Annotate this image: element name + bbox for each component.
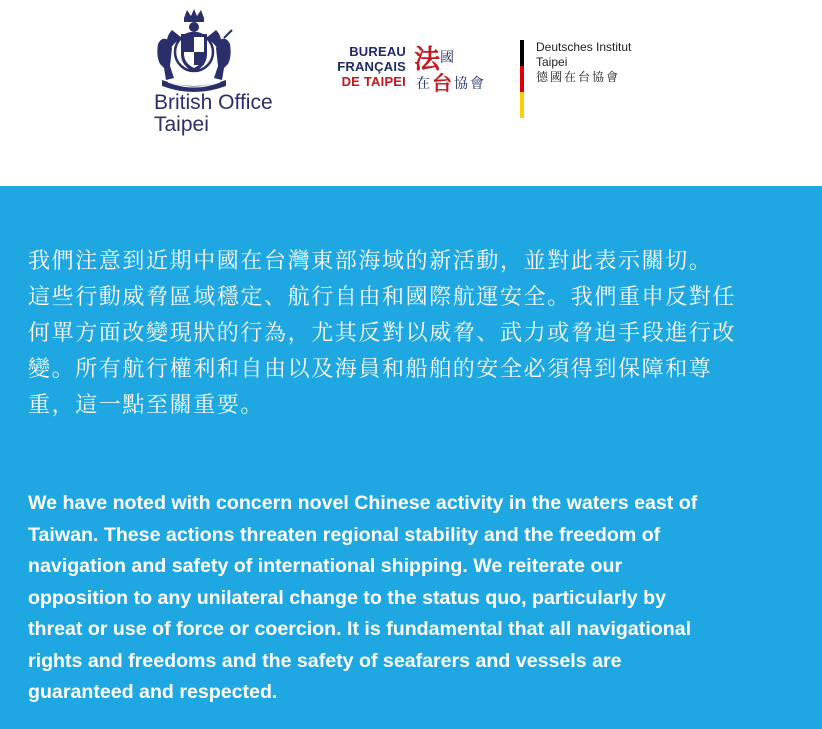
english-statement-line: opposition to any unilateral change to the status quo, particularly by: [28, 586, 666, 609]
chinese-statement-line: 重，這一點至關重要。: [28, 393, 265, 418]
chinese-statement: [28, 244, 808, 424]
bureau-francais-calligraphy-mark: [410, 42, 490, 94]
english-statement-line: guaranteed and respected.: [28, 681, 278, 703]
royal-coat-of-arms-icon: [154, 8, 234, 92]
svg-text:協: 協: [454, 76, 468, 92]
svg-text:台: 台: [432, 71, 452, 94]
deutsches-institut-line3: 德國在台協會: [536, 70, 621, 84]
german-flag-bar-icon: [520, 40, 524, 118]
deutsches-institut-line2: Taipei: [536, 55, 568, 69]
bureau-francais-line2: FRANÇAIS: [337, 59, 406, 74]
english-statement-line: Taiwan. These actions threaten regional stability and the freedom of: [28, 523, 661, 546]
svg-text:法: 法: [414, 45, 441, 75]
english-statement: [28, 488, 818, 709]
english-statement-line: rights and freedoms and the safety of seafarers and vessels are: [28, 649, 622, 672]
english-statement-line: threat or use of force or coercion. It is fundamental that all navigational: [28, 618, 692, 640]
svg-text:在: 在: [416, 76, 430, 92]
chinese-statement-line: 變。所有航行權利和自由以及海員和船舶的安全必須得到保障和尊: [28, 357, 713, 382]
english-statement-line: navigation and safety of international shipping. We reiterate our: [28, 555, 623, 577]
british-office-name: [154, 92, 273, 136]
deutsches-institut-text: [536, 40, 631, 85]
bureau-francais-logo: [318, 42, 493, 102]
chinese-statement-line: 我們注意到近期中國在台灣東部海域的新活動，並對此表示關切。: [28, 249, 713, 274]
logo-header: [0, 0, 822, 186]
english-statement-line: We have noted with concern novel Chinese activity in the waters east of: [28, 492, 698, 514]
svg-text:國: 國: [440, 50, 454, 66]
british-office-line1: British Office: [154, 91, 273, 114]
chinese-statement-line: 何單方面改變現狀的行為，尤其反對以威脅、武力或脅迫手段進行改: [28, 321, 737, 346]
joint-statement-panel: [0, 186, 822, 729]
chinese-statement-line: 這些行動威脅區域穩定、航行自由和國際航運安全。我們重申反對任: [28, 285, 737, 310]
british-office-logo: [150, 8, 290, 140]
deutsches-institut-logo: [520, 40, 690, 120]
british-office-line2: Taipei: [154, 113, 209, 136]
deutsches-institut-line1: Deutsches Institut: [536, 40, 632, 54]
bureau-francais-line3: DE TAIPEI: [341, 74, 406, 89]
svg-text:會: 會: [470, 76, 484, 92]
bureau-francais-text: [318, 44, 406, 89]
bureau-francais-line1: BUREAU: [349, 44, 406, 59]
